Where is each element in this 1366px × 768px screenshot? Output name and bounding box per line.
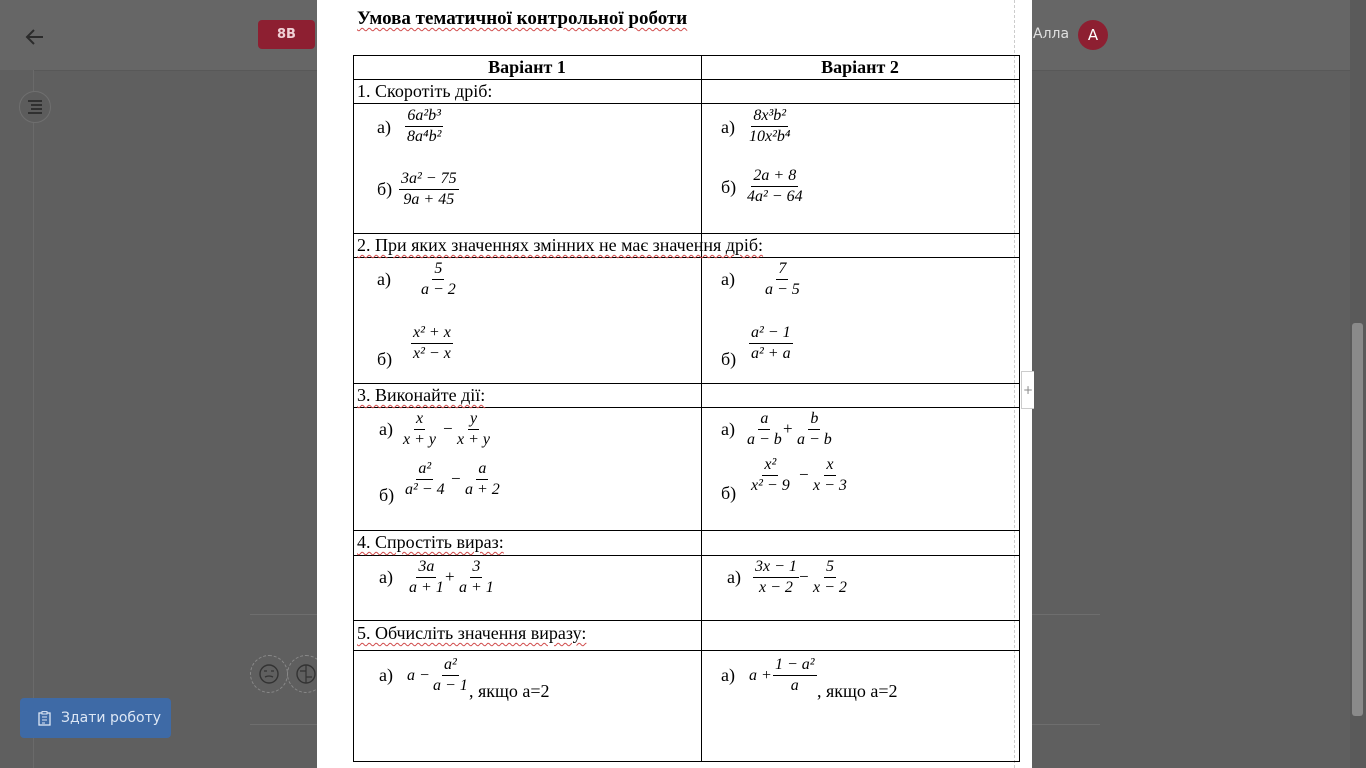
q2-v1-a-fraction xyxy=(419,259,458,300)
numerator: 7 xyxy=(776,259,788,280)
class-badge[interactable]: 8В xyxy=(258,20,315,49)
denominator: x + y xyxy=(457,431,490,448)
variant-2-header: Варіант 2 xyxy=(821,57,899,77)
label-a: а) xyxy=(727,567,741,587)
document-title: Умова тематичної контрольної роботи xyxy=(357,8,688,29)
label-b: б) xyxy=(377,179,393,199)
table-rule xyxy=(353,55,354,762)
q1-v1-b-fraction xyxy=(399,169,459,210)
numerator: 2a + 8 xyxy=(751,166,798,187)
document-viewer xyxy=(317,0,1032,768)
label-a: а) xyxy=(721,117,735,137)
avatar[interactable]: А xyxy=(1078,20,1108,50)
q3-v1-b-fraction-2 xyxy=(463,459,502,500)
label-b: б) xyxy=(721,177,737,197)
numerator: x xyxy=(824,455,835,476)
table-rule xyxy=(353,407,1020,408)
table-rule xyxy=(353,55,1020,56)
numerator: y xyxy=(468,409,479,430)
q1-v2-b-fraction xyxy=(745,166,805,207)
question-2: 2. При яких значеннях змінних не має значення дріб: xyxy=(357,235,764,255)
operator: + xyxy=(445,567,455,586)
table-of-contents-button[interactable] xyxy=(19,91,51,123)
q1-v1-a-fraction xyxy=(405,106,443,147)
q3-v2-a-fraction-2 xyxy=(795,409,834,450)
left-strip xyxy=(0,70,34,768)
denominator: a² − 4 xyxy=(405,481,445,498)
label-a: а) xyxy=(377,117,391,137)
label-a: а) xyxy=(379,419,393,439)
numerator: x² + x xyxy=(411,323,453,344)
q4-v1-fraction-2 xyxy=(457,557,496,598)
q4-v2-fraction-1 xyxy=(753,557,799,598)
denominator: 4a² − 64 xyxy=(747,188,803,205)
q3-v2-b-fraction-1 xyxy=(749,455,792,496)
variant-1-header: Варіант 1 xyxy=(488,57,566,77)
numerator: 3a xyxy=(416,557,436,578)
label-b: б) xyxy=(379,485,395,505)
numerator: 5 xyxy=(432,259,444,280)
label-a: а) xyxy=(379,567,393,587)
numerator: 1 − a² xyxy=(773,655,817,676)
denominator: 9a + 45 xyxy=(403,191,455,208)
table-rule xyxy=(1019,55,1020,762)
denominator: a − 5 xyxy=(765,281,800,298)
submit-work-label: Здати роботу xyxy=(61,710,162,726)
q3-v2-a-fraction-1 xyxy=(745,409,784,450)
operator: + xyxy=(783,419,793,438)
operator: − xyxy=(799,465,809,484)
table-rule xyxy=(353,79,1020,80)
numerator: a² − 1 xyxy=(749,323,793,344)
operator: − xyxy=(799,567,809,586)
table-rule xyxy=(353,650,1020,651)
q3-v1-b-fraction-1 xyxy=(403,459,447,500)
q5-v2-condition: , якщо а=2 xyxy=(817,681,898,701)
label-a: а) xyxy=(377,269,391,289)
denominator: a + 2 xyxy=(465,481,500,498)
label-a: а) xyxy=(379,665,393,685)
numerator: 3 xyxy=(470,557,482,578)
clipboard-icon xyxy=(38,711,51,726)
question-3: 3. Виконайте дії: xyxy=(357,385,486,405)
numerator: a xyxy=(476,459,488,480)
table-rule xyxy=(353,555,1020,556)
table-rule xyxy=(353,233,1020,234)
numerator: 8x³b² xyxy=(751,106,788,127)
q3-v1-a-fraction-1 xyxy=(401,409,438,450)
list-icon xyxy=(27,100,43,114)
label-b: б) xyxy=(721,483,737,503)
label-a: а) xyxy=(721,665,735,685)
label-a: а) xyxy=(721,419,735,439)
submit-work-button[interactable] xyxy=(20,698,171,738)
label-b: б) xyxy=(721,349,737,369)
numerator: x xyxy=(414,409,425,430)
q3-v1-a-fraction-2 xyxy=(455,409,492,450)
table-rule xyxy=(353,530,1020,531)
numerator: 3x − 1 xyxy=(753,557,799,578)
numerator: x² xyxy=(762,455,778,476)
q5-v1-condition: , якщо а=2 xyxy=(469,681,550,701)
denominator: x² − 9 xyxy=(751,477,790,494)
operator: − xyxy=(443,419,453,438)
q1-v2-a-fraction xyxy=(747,106,792,147)
table-rule xyxy=(353,257,1020,258)
denominator: x + y xyxy=(403,431,436,448)
numerator: b xyxy=(808,409,820,430)
denominator: a + 1 xyxy=(459,579,494,596)
denominator: a − 2 xyxy=(421,281,456,298)
add-icon[interactable]: + xyxy=(1021,371,1034,409)
scrollbar-thumb[interactable] xyxy=(1352,323,1363,716)
denominator: a − b xyxy=(797,431,832,448)
denominator: x² − x xyxy=(413,345,451,362)
q5-v2-prefix: a + xyxy=(749,667,772,684)
denominator: a − b xyxy=(747,431,782,448)
test-table xyxy=(353,55,1020,762)
table-rule xyxy=(353,620,1020,621)
q3-v2-b-fraction-2 xyxy=(811,455,849,496)
q5-v1-fraction xyxy=(431,655,470,696)
q2-v1-b-fraction xyxy=(411,323,453,364)
label-a: а) xyxy=(721,269,735,289)
table-rule xyxy=(701,55,702,762)
numerator: a² xyxy=(442,655,459,676)
user-name: Алла xyxy=(1033,26,1070,42)
question-5: 5. Обчисліть значення виразу: xyxy=(357,623,587,643)
q4-v2-fraction-2 xyxy=(811,557,849,598)
q2-v2-b-fraction xyxy=(749,323,793,364)
operator: − xyxy=(451,469,461,488)
denominator: x − 2 xyxy=(813,579,847,596)
denominator: a + 1 xyxy=(409,579,444,596)
q4-v1-fraction-1 xyxy=(407,557,446,598)
numerator: 5 xyxy=(824,557,836,578)
question-1-text: 1. Скоротіть дріб: xyxy=(357,81,493,101)
question-4: 4. Спростіть вираз: xyxy=(357,532,504,552)
numerator: a² xyxy=(416,459,433,480)
denominator: x − 2 xyxy=(759,579,793,596)
denominator: a² + a xyxy=(751,345,791,362)
table-rule xyxy=(353,383,1020,384)
q5-v1-prefix: a − xyxy=(407,667,430,684)
emotion-icon[interactable] xyxy=(250,655,288,693)
denominator: a xyxy=(790,677,799,694)
back-arrow-icon[interactable] xyxy=(24,26,46,48)
question-1 xyxy=(357,81,492,102)
denominator: a − 1 xyxy=(433,677,468,694)
table-rule xyxy=(353,761,1020,762)
denominator: 10x²b⁴ xyxy=(749,128,791,145)
denominator: x − 3 xyxy=(813,477,847,494)
table-rule xyxy=(353,103,1020,104)
numerator: 3a² − 75 xyxy=(399,169,459,190)
numerator: a xyxy=(758,409,770,430)
q5-v2-fraction xyxy=(773,655,817,696)
denominator: 8a⁴b² xyxy=(407,128,442,145)
label-b: б) xyxy=(377,349,393,369)
numerator: 6a²b³ xyxy=(405,106,443,127)
q2-v2-a-fraction xyxy=(763,259,802,300)
